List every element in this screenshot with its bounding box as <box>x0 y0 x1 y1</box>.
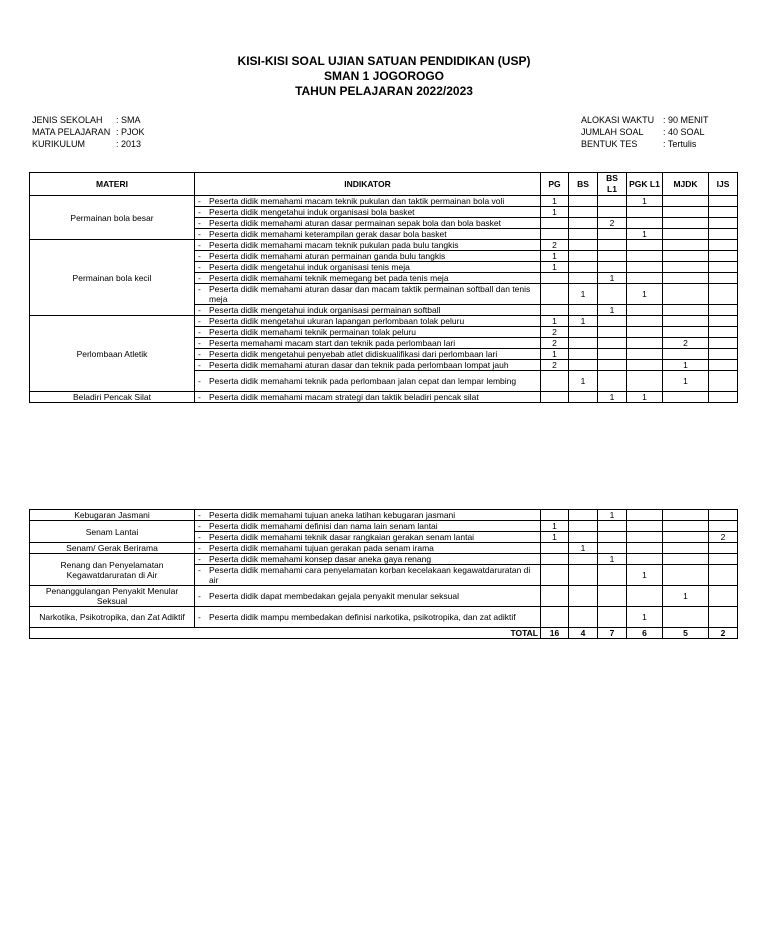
count-cell <box>541 543 569 554</box>
count-cell <box>569 532 598 543</box>
count-cell <box>709 196 738 207</box>
count-cell: 1 <box>598 554 627 565</box>
count-cell <box>598 543 627 554</box>
table-row <box>30 240 738 251</box>
count-cell: 2 <box>598 218 627 229</box>
total-value: 16 <box>541 628 569 639</box>
count-cell <box>663 543 709 554</box>
count-cell <box>598 360 627 371</box>
kisi-table-1 <box>29 172 738 403</box>
count-cell <box>569 392 598 403</box>
count-cell <box>569 521 598 532</box>
table-row <box>30 543 738 554</box>
count-cell <box>709 510 738 521</box>
materi-cell: Kebugaran Jasmani <box>30 510 195 521</box>
count-cell <box>541 510 569 521</box>
count-cell <box>569 554 598 565</box>
count-cell <box>569 327 598 338</box>
count-cell <box>627 316 663 327</box>
count-cell <box>598 316 627 327</box>
materi-cell: Senam/ Gerak Berirama <box>30 543 195 554</box>
meta-label: JUMLAH SOAL <box>581 127 644 137</box>
count-cell <box>627 543 663 554</box>
doc-title: KISI-KISI SOAL UJIAN SATUAN PENDIDIKAN (USP) <box>237 54 531 68</box>
count-cell <box>598 229 627 240</box>
count-cell <box>569 305 598 316</box>
count-cell <box>663 565 709 586</box>
count-cell <box>541 229 569 240</box>
count-cell <box>598 532 627 543</box>
count-cell <box>541 273 569 284</box>
indikator-cell: - Peserta didik memahami tujuan aneka latihan kebugaran jasmani <box>195 510 541 521</box>
count-cell: 1 <box>541 251 569 262</box>
count-cell: 1 <box>627 565 663 586</box>
count-cell <box>569 207 598 218</box>
count-cell <box>569 607 598 628</box>
materi-cell: Penanggulangan Penyakit Menular Seksual <box>30 586 195 607</box>
count-cell <box>598 327 627 338</box>
count-cell <box>541 565 569 586</box>
count-cell <box>569 240 598 251</box>
count-cell <box>709 218 738 229</box>
count-cell <box>569 349 598 360</box>
col-header: MATERI <box>30 173 195 196</box>
count-cell <box>627 240 663 251</box>
table-row <box>30 521 738 532</box>
meta-value: : SMA <box>116 115 141 125</box>
indikator-cell: - Peserta didik memahami aturan permainan ganda bulu tangkis <box>195 251 541 262</box>
count-cell: 1 <box>541 532 569 543</box>
count-cell: 1 <box>598 273 627 284</box>
count-cell <box>627 273 663 284</box>
count-cell: 1 <box>627 607 663 628</box>
count-cell <box>709 327 738 338</box>
count-cell <box>709 360 738 371</box>
indikator-cell: - Peserta didik mengetahui penyebab atlet didiskualifikasi dari perlombaan lari <box>195 349 541 360</box>
meta-value: : 90 MENIT <box>663 115 709 125</box>
total-row <box>30 628 738 639</box>
materi-cell: Permainan bola kecil <box>30 240 195 316</box>
count-cell <box>709 521 738 532</box>
indikator-cell: - Peserta didik memahami macam teknik pukulan dan taktik permainan bola voli <box>195 196 541 207</box>
total-label: TOTAL <box>30 628 541 639</box>
count-cell <box>663 284 709 305</box>
count-cell <box>709 229 738 240</box>
indikator-cell: - Peserta didik mengetahui ukuran lapangan perlombaan tolak peluru <box>195 316 541 327</box>
col-header: PGK L1 <box>627 173 663 196</box>
count-cell <box>627 262 663 273</box>
materi-cell: Permainan bola besar <box>30 196 195 240</box>
count-cell <box>569 510 598 521</box>
count-cell <box>627 338 663 349</box>
count-cell <box>663 229 709 240</box>
count-cell: 1 <box>541 262 569 273</box>
count-cell: 1 <box>569 371 598 392</box>
indikator-cell: - Peserta didik memahami teknik pada perlombaan jalan cepat dan lempar lembing <box>195 371 541 392</box>
indikator-cell: - Peserta didik memahami teknik permainan tolak peluru <box>195 327 541 338</box>
count-cell <box>663 196 709 207</box>
count-cell <box>598 565 627 586</box>
count-cell <box>663 349 709 360</box>
count-cell <box>598 607 627 628</box>
count-cell <box>709 316 738 327</box>
count-cell <box>569 251 598 262</box>
table-row <box>30 607 738 628</box>
count-cell <box>663 316 709 327</box>
count-cell <box>598 338 627 349</box>
count-cell <box>709 392 738 403</box>
count-cell: 1 <box>541 316 569 327</box>
total-value: 4 <box>569 628 598 639</box>
count-cell: 2 <box>709 532 738 543</box>
count-cell: 1 <box>627 229 663 240</box>
count-cell: 1 <box>541 349 569 360</box>
indikator-cell: - Peserta didik memahami keterampilan gerak dasar bola basket <box>195 229 541 240</box>
count-cell <box>709 371 738 392</box>
materi-cell: Renang dan Penyelamatan Kegawatdaruratan di Air <box>30 554 195 586</box>
count-cell <box>663 607 709 628</box>
count-cell <box>709 251 738 262</box>
count-cell: 1 <box>569 284 598 305</box>
col-header: IJS <box>709 173 738 196</box>
count-cell <box>598 521 627 532</box>
count-cell: 1 <box>598 510 627 521</box>
count-cell <box>709 284 738 305</box>
count-cell <box>598 207 627 218</box>
indikator-cell: - Peserta didik memahami aturan dasar permainan sepak bola dan bola basket <box>195 218 541 229</box>
col-header: PG <box>541 173 569 196</box>
count-cell <box>598 196 627 207</box>
count-cell <box>569 262 598 273</box>
header-row <box>30 173 738 196</box>
count-cell <box>541 554 569 565</box>
count-cell <box>627 349 663 360</box>
count-cell: 1 <box>627 284 663 305</box>
meta-label: MATA PELAJARAN <box>32 127 111 137</box>
count-cell <box>627 305 663 316</box>
indikator-cell: - Peserta didik memahami teknik dasar rangkaian gerakan senam lantai <box>195 532 541 543</box>
count-cell <box>627 521 663 532</box>
indikator-cell: - Peserta didik mengetahui induk organisasi tenis meja <box>195 262 541 273</box>
meta-value: : 40 SOAL <box>663 127 705 137</box>
col-header: BS L1 <box>598 173 627 196</box>
meta-value: : PJOK <box>116 127 145 137</box>
count-cell <box>663 262 709 273</box>
count-cell <box>709 565 738 586</box>
total-value: 6 <box>627 628 663 639</box>
total-value: 2 <box>709 628 738 639</box>
count-cell <box>569 273 598 284</box>
indikator-cell: - Peserta didik memahami macam strategi dan taktik beladiri pencak silat <box>195 392 541 403</box>
count-cell <box>598 586 627 607</box>
count-cell: 1 <box>663 360 709 371</box>
count-cell <box>709 586 738 607</box>
count-cell <box>598 349 627 360</box>
indikator-cell: - Peserta didik memahami teknik memegang bet pada tenis meja <box>195 273 541 284</box>
indikator-cell: - Peserta didik memahami cara penyelamatan korban kecelakaan kegawatdaruratan di air <box>195 565 541 586</box>
meta-right <box>581 114 709 150</box>
count-cell <box>709 262 738 273</box>
count-cell <box>541 218 569 229</box>
count-cell <box>569 196 598 207</box>
total-value: 5 <box>663 628 709 639</box>
table-row <box>30 586 738 607</box>
meta-value: : 2013 <box>116 139 142 149</box>
count-cell: 2 <box>541 338 569 349</box>
indikator-cell: - Peserta didik memahami aturan dasar dan teknik pada perlombaan lompat jauh <box>195 360 541 371</box>
meta-left <box>32 114 145 150</box>
table-row <box>30 554 738 565</box>
count-cell: 1 <box>663 371 709 392</box>
col-header: BS <box>569 173 598 196</box>
count-cell <box>627 371 663 392</box>
count-cell <box>598 240 627 251</box>
count-cell <box>569 229 598 240</box>
count-cell <box>541 305 569 316</box>
count-cell: 1 <box>541 196 569 207</box>
count-cell <box>598 251 627 262</box>
count-cell <box>663 218 709 229</box>
count-cell <box>709 305 738 316</box>
meta-label: BENTUK TES <box>581 139 638 149</box>
meta-value: : Tertulis <box>663 139 697 149</box>
count-cell <box>569 565 598 586</box>
count-cell <box>663 305 709 316</box>
materi-cell: Beladiri Pencak Silat <box>30 392 195 403</box>
count-cell: 1 <box>569 316 598 327</box>
col-header: INDIKATOR <box>195 173 541 196</box>
count-cell <box>663 327 709 338</box>
count-cell <box>627 218 663 229</box>
count-cell <box>569 360 598 371</box>
kisi-table-2 <box>29 509 738 639</box>
table-row <box>30 510 738 521</box>
count-cell: 2 <box>541 240 569 251</box>
count-cell <box>569 218 598 229</box>
indikator-cell: - Peserta didik dapat membedakan gejala penyakit menular seksual <box>195 586 541 607</box>
count-cell <box>598 262 627 273</box>
table-row <box>30 196 738 207</box>
count-cell <box>663 521 709 532</box>
count-cell <box>709 349 738 360</box>
count-cell <box>663 532 709 543</box>
count-cell <box>709 338 738 349</box>
count-cell <box>709 207 738 218</box>
materi-cell: Senam Lantai <box>30 521 195 543</box>
count-cell <box>663 273 709 284</box>
table-row <box>30 316 738 327</box>
academic-year: TAHUN PELAJARAN 2022/2023 <box>295 84 473 98</box>
count-cell <box>709 543 738 554</box>
count-cell <box>627 586 663 607</box>
count-cell <box>541 607 569 628</box>
count-cell <box>627 327 663 338</box>
count-cell: 1 <box>598 305 627 316</box>
count-cell <box>627 207 663 218</box>
count-cell <box>627 251 663 262</box>
count-cell <box>541 392 569 403</box>
count-cell <box>569 338 598 349</box>
meta-label: ALOKASI WAKTU <box>581 115 655 125</box>
school-name: SMAN 1 JOGOROGO <box>323 69 445 83</box>
count-cell: 2 <box>663 338 709 349</box>
meta-label: JENIS SEKOLAH <box>32 115 103 125</box>
count-cell: 1 <box>627 196 663 207</box>
meta-label: KURIKULUM <box>32 139 86 149</box>
count-cell: 1 <box>541 521 569 532</box>
count-cell <box>663 207 709 218</box>
count-cell <box>598 284 627 305</box>
indikator-cell: - Peserta didik mengetahui induk organisasi bola basket <box>195 207 541 218</box>
count-cell <box>663 240 709 251</box>
count-cell <box>663 251 709 262</box>
indikator-cell: - Peserta didik mengetahui induk organisasi permainan softball <box>195 305 541 316</box>
count-cell <box>541 586 569 607</box>
materi-cell: Perlombaan Atletik <box>30 316 195 392</box>
indikator-cell: - Peserta didik memahami macam teknik pukulan pada bulu tangkis <box>195 240 541 251</box>
indikator-cell: - Peserta didik mampu membedakan definisi narkotika, psikotropika, dan zat adiktif <box>195 607 541 628</box>
count-cell <box>709 554 738 565</box>
indikator-cell: - Peserta didik memahami definisi dan nama lain senam lantai <box>195 521 541 532</box>
count-cell <box>541 284 569 305</box>
materi-cell: Narkotika, Psikotropika, dan Zat Adiktif <box>30 607 195 628</box>
count-cell <box>663 392 709 403</box>
count-cell <box>627 510 663 521</box>
count-cell <box>709 273 738 284</box>
count-cell: 1 <box>598 392 627 403</box>
col-header: MJDK <box>663 173 709 196</box>
count-cell <box>598 371 627 392</box>
count-cell: 2 <box>541 327 569 338</box>
count-cell <box>627 360 663 371</box>
count-cell <box>663 554 709 565</box>
count-cell: 2 <box>541 360 569 371</box>
count-cell: 1 <box>569 543 598 554</box>
count-cell <box>627 532 663 543</box>
count-cell <box>709 607 738 628</box>
count-cell <box>569 586 598 607</box>
indikator-cell: - Peserta didik memahami konsep dasar aneka gaya renang <box>195 554 541 565</box>
indikator-cell: - Peserta memahami macam start dan teknik pada perlombaan lari <box>195 338 541 349</box>
table-row <box>30 392 738 403</box>
indikator-cell: - Peserta didik memahami aturan dasar dan macam taktik permainan softball dan tenis meja <box>195 284 541 305</box>
count-cell <box>541 371 569 392</box>
count-cell <box>627 554 663 565</box>
indikator-cell: - Peserta didik memahami tujuan gerakan pada senam irama <box>195 543 541 554</box>
total-value: 7 <box>598 628 627 639</box>
count-cell: 1 <box>541 207 569 218</box>
count-cell <box>709 240 738 251</box>
count-cell: 1 <box>627 392 663 403</box>
count-cell <box>663 510 709 521</box>
count-cell: 1 <box>663 586 709 607</box>
